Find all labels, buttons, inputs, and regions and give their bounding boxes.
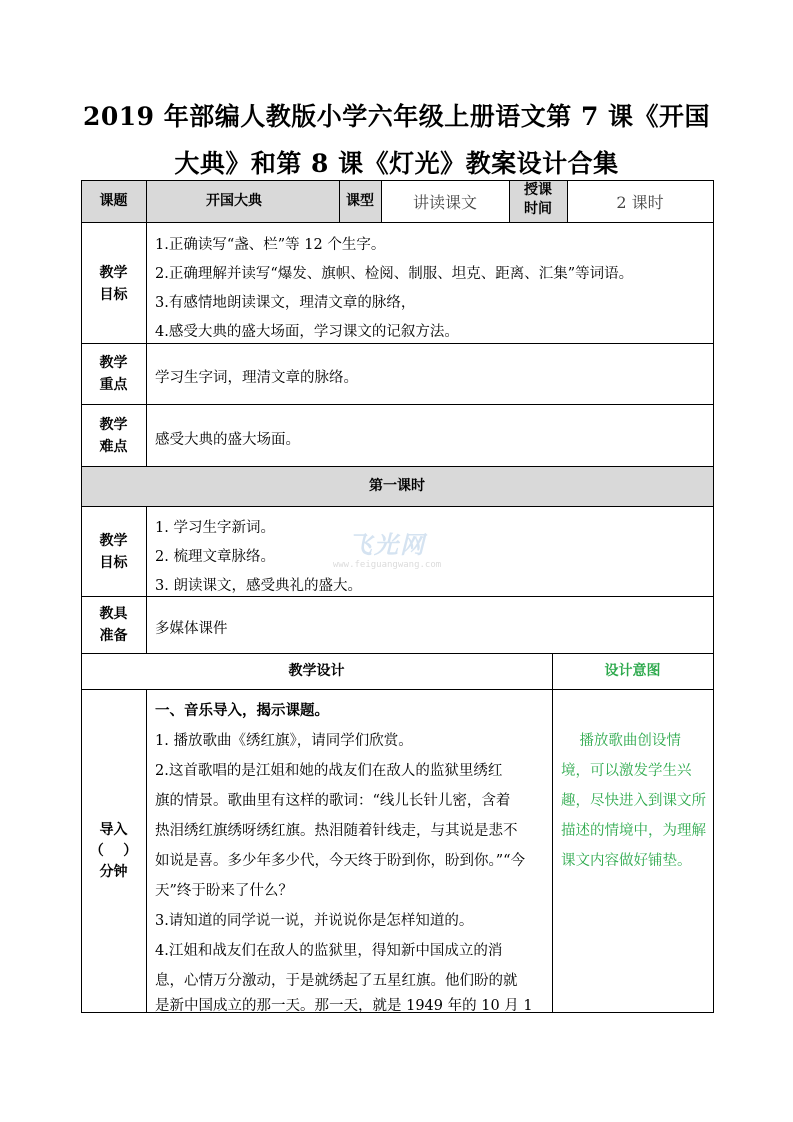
design-heading: 教学设计 bbox=[288, 663, 345, 679]
tools-label-line-1: 教具 bbox=[99, 606, 128, 622]
lesson-goal-item-2: 2. 梳理文章脉络。 bbox=[155, 549, 275, 565]
lesson-goals-label-line-1: 教学 bbox=[99, 533, 128, 549]
watermark-main: 飞光网 bbox=[348, 531, 426, 559]
goal-item-1: 1.正确读写“盏、栏”等 12 个生字。 bbox=[155, 237, 386, 253]
key-points-label-line-2: 重点 bbox=[99, 377, 128, 393]
intent-line-1: 播放歌曲创设情 bbox=[561, 733, 681, 749]
goals-label bbox=[81, 262, 146, 306]
intent-line-4: 描述的情境中，为理解 bbox=[561, 823, 706, 839]
difficulty-text: 感受大典的盛大场面。 bbox=[155, 432, 300, 448]
stage-label-line-2: （ ） bbox=[89, 843, 138, 859]
topic-value: 开国大典 bbox=[206, 193, 262, 209]
lesson-heading: 第一课时 bbox=[369, 478, 425, 494]
watermark-logo bbox=[312, 525, 462, 585]
intent-line-2: 境，可以激发学生兴 bbox=[561, 763, 692, 779]
design-line-9: 4.江姐和战友们在敌人的监狱里，得知新中国成立的消 bbox=[155, 943, 503, 959]
difficulty-label bbox=[81, 414, 146, 458]
intent-line-3: 趣，尽快进入到课文所 bbox=[561, 793, 706, 809]
design-line-10: 息，心情万分激动，于是就绣起了五星红旗。他们盼的就 bbox=[155, 973, 518, 989]
design-line-8: 3.请知道的同学说一说，并说说你是怎样知道的。 bbox=[155, 913, 474, 929]
time-label-line-2: 时间 bbox=[524, 201, 552, 217]
design-line-2: 1. 播放歌曲《绣红旗》，请同学们欣赏。 bbox=[155, 733, 413, 749]
key-points-label bbox=[81, 352, 146, 396]
design-line-7: 天”终于盼来了什么？ bbox=[155, 883, 293, 899]
design-line-1: 一、音乐导入，揭示课题。 bbox=[155, 702, 329, 719]
lesson-goal-item-1: 1. 学习生字新词。 bbox=[155, 520, 275, 536]
goal-item-3: 3.有感情地朗读课文，理清文章的脉络， bbox=[155, 295, 416, 311]
lesson-goal-item-3: 3. 朗读课文，感受典礼的盛大。 bbox=[155, 578, 362, 594]
lesson-goals-label-line-2: 目标 bbox=[99, 555, 128, 571]
stage-label bbox=[81, 820, 146, 883]
design-line-3: 2.这首歌唱的是江姐和她的战友们在敌人的监狱里绣红 bbox=[155, 763, 503, 779]
design-line-5: 热泪绣红旗绣呀绣红旗。热泪随着针线走，与其说是悲不 bbox=[155, 823, 518, 839]
time-label bbox=[509, 181, 567, 223]
goal-item-4: 4.感受大典的盛大场面，学习课文的记叙方法。 bbox=[155, 324, 459, 340]
stage-label-line-1: 导入 bbox=[99, 822, 128, 838]
time-value: 2 课时 bbox=[616, 192, 664, 212]
stage-label-line-3: 分钟 bbox=[99, 864, 128, 880]
goals-label-line-1: 教学 bbox=[99, 265, 128, 281]
document-title-line-2: 大典》和第 8 课《灯光》教案设计合集 bbox=[174, 149, 619, 178]
type-value: 讲读课文 bbox=[412, 192, 477, 212]
design-line-11: 是新中国成立的那一天。那一天，就是 1949 年的 10 月 1 bbox=[155, 998, 533, 1014]
tools-text: 多媒体课件 bbox=[155, 621, 228, 637]
goals-label-line-2: 目标 bbox=[99, 287, 128, 303]
intent-heading: 设计意图 bbox=[604, 663, 661, 679]
time-label-line-1: 授课 bbox=[524, 182, 552, 198]
key-points-label-line-1: 教学 bbox=[99, 355, 128, 371]
watermark-sub: www.feiguangwang.com bbox=[332, 560, 442, 570]
design-line-4: 旗的情景。歌曲里有这样的歌词：“线儿长针儿密，含着 bbox=[155, 793, 511, 809]
topic-label: 课题 bbox=[99, 193, 128, 209]
key-points-text: 学习生字词，理清文章的脉络。 bbox=[155, 370, 358, 386]
design-line-6: 如说是喜。多少年多少代，今天终于盼到你，盼到你。”“今 bbox=[155, 853, 526, 869]
goal-item-2: 2.正确理解并读写“爆发、旗帜、检阅、制服、坦克、距离、汇集”等词语。 bbox=[155, 266, 634, 282]
tools-label-line-2: 准备 bbox=[99, 628, 128, 644]
tools-label bbox=[81, 603, 146, 647]
intent-line-5: 课文内容做好铺垫。 bbox=[561, 853, 692, 869]
type-label: 课型 bbox=[346, 193, 374, 209]
difficulty-label-line-2: 难点 bbox=[99, 439, 128, 455]
difficulty-label-line-1: 教学 bbox=[99, 417, 128, 433]
document-title-line-1: 2019 年部编人教版小学六年级上册语文第 7 课《开国 bbox=[82, 102, 711, 131]
lesson-goals-label bbox=[81, 530, 146, 574]
